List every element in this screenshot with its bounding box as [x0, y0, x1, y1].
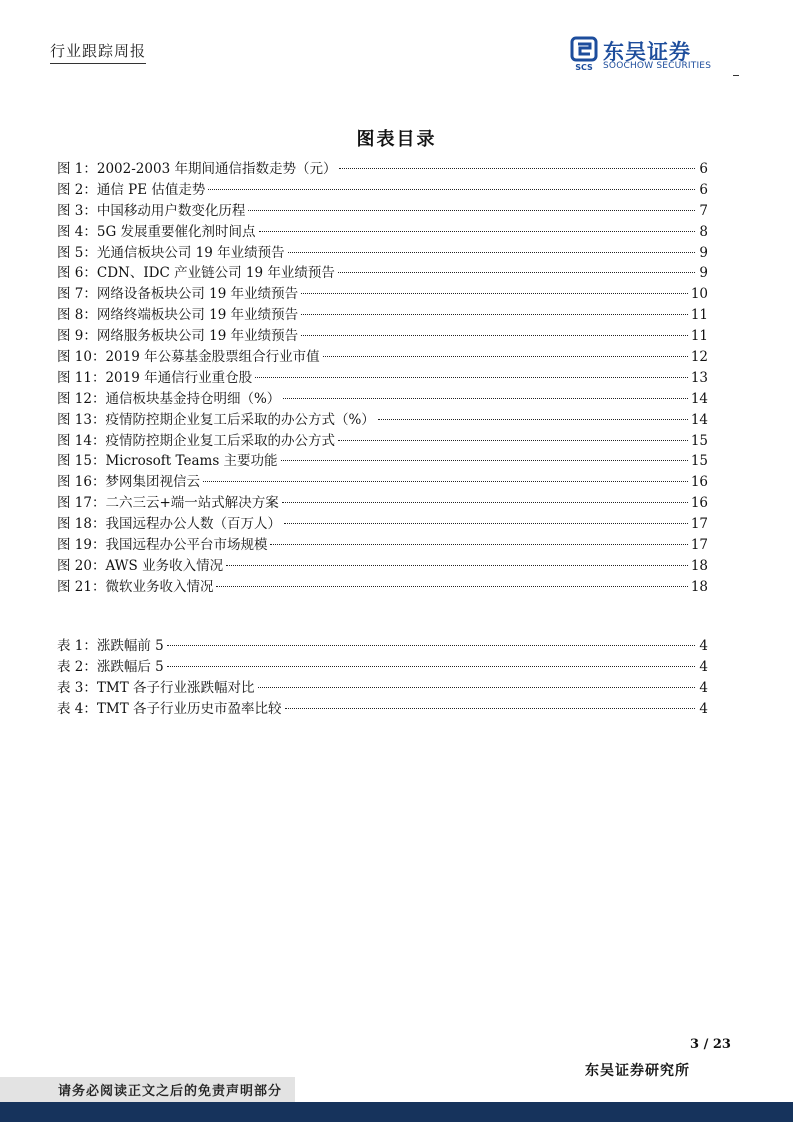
- toc-table-entry-label: 表 2：涨跌幅后 5: [57, 658, 164, 675]
- dot-leader: [248, 210, 695, 211]
- dot-leader: [282, 502, 688, 503]
- toc-figure-entry-label: 图 12：通信板块基金持仓明细（%）: [57, 390, 281, 407]
- toc-title: 图表目录: [356, 129, 437, 150]
- toc-table-entry-page: 4: [699, 679, 708, 696]
- dot-leader: [258, 687, 695, 688]
- toc-figure-entry[interactable]: [57, 410, 708, 431]
- toc-figure-entry-label: 图 11：2019 年通信行业重仓股: [57, 369, 253, 386]
- toc-figure-entry[interactable]: [57, 514, 708, 535]
- dot-leader: [339, 168, 695, 169]
- toc-figure-entry-label: 图 1：2002-2003 年期间通信指数走势（元）: [57, 161, 337, 177]
- toc-figure-entry[interactable]: [57, 263, 708, 284]
- toc-figure-entry-page: 8: [699, 223, 708, 240]
- toc-figure-entry[interactable]: [57, 180, 708, 201]
- dot-leader: [283, 398, 688, 399]
- toc-figure-entry-page: 14: [690, 411, 708, 428]
- toc-figure-entry-page: 17: [690, 537, 708, 554]
- dot-leader: [285, 708, 695, 709]
- toc-figure-entry-page: 16: [690, 495, 708, 512]
- toc-figure-entry[interactable]: [57, 577, 708, 598]
- dot-leader: [288, 252, 695, 253]
- dot-leader: [378, 419, 688, 420]
- dot-leader: [323, 356, 688, 357]
- toc-table-entry[interactable]: [57, 699, 708, 720]
- toc-figure-entry[interactable]: [57, 556, 708, 577]
- toc-figure-entry-label: 图 19：我国远程办公平台市场规模: [57, 537, 268, 554]
- dot-leader: [270, 544, 687, 545]
- toc-table-entry-page: 4: [699, 700, 708, 717]
- toc-figure-entry[interactable]: [57, 389, 708, 410]
- toc-figure-entry-label: 图 21：微软业务收入情况: [57, 578, 214, 595]
- toc-figure-entry[interactable]: [57, 222, 708, 243]
- toc-figure-entry-label: 图 17：二六三云+端一站式解决方案: [57, 495, 279, 512]
- toc-figure-entry-label: 图 14：疫情防控期企业复工后采取的办公方式: [57, 432, 335, 449]
- dot-leader: [301, 335, 688, 336]
- dot-leader: [301, 314, 688, 315]
- toc-figure-entry[interactable]: [57, 368, 708, 389]
- dot-leader: [167, 645, 695, 646]
- toc-figure-entry-page: 11: [690, 307, 708, 324]
- toc-figure-entry-page: 13: [690, 369, 708, 386]
- toc-figure-entry-page: 18: [690, 578, 708, 595]
- toc-figure-entry-label: 图 15：Microsoft Teams 主要功能: [57, 453, 278, 470]
- toc-figure-entry[interactable]: [57, 493, 708, 514]
- dot-leader: [226, 565, 688, 566]
- logo-english-name: SOOCHOW SECURITIES: [603, 61, 712, 71]
- toc-table-entry[interactable]: [57, 657, 708, 678]
- toc-figure-entry-label: 图 6：CDN、IDC 产业链公司 19 年业绩预告: [57, 265, 335, 282]
- toc-table-entry-label: 表 4：TMT 各子行业历史市盈率比较: [57, 700, 282, 717]
- toc-figure-entry[interactable]: [57, 451, 708, 472]
- toc-figure-entry-page: 7: [699, 202, 708, 219]
- dot-leader: [338, 272, 695, 273]
- toc-table-entry-label: 表 1：涨跌幅前 5: [57, 638, 164, 654]
- toc-table-entry-label: 表 3：TMT 各子行业涨跌幅对比: [57, 679, 255, 696]
- toc-figure-entry-page: 18: [690, 557, 708, 574]
- toc-figure-entry-page: 11: [690, 328, 708, 345]
- disclaimer-text: 请务必阅读正文之后的免责声明部分: [58, 1084, 283, 1099]
- toc-figure-entry-label: 图 2：通信 PE 估值走势: [57, 181, 206, 198]
- toc-figure-entry-label: 图 5：光通信板块公司 19 年业绩预告: [57, 244, 285, 261]
- dot-leader: [216, 586, 687, 587]
- dot-leader: [259, 231, 695, 232]
- toc-figure-entry-label: 图 7：网络设备板块公司 19 年业绩预告: [57, 286, 299, 303]
- table-list: [57, 636, 708, 720]
- toc-figure-entry[interactable]: [57, 326, 708, 347]
- toc-figure-entry-label: 图 16：梦网集团视信云: [57, 474, 200, 491]
- toc-figure-entry-label: 图 20：AWS 业务收入情况: [57, 557, 224, 574]
- dot-leader: [281, 460, 688, 461]
- toc-figure-entry-label: 图 8：网络终端板块公司 19 年业绩预告: [57, 307, 299, 324]
- toc-figure-entry-page: 6: [699, 181, 708, 198]
- toc-figure-entry-page: 16: [690, 474, 708, 491]
- toc-figure-entry-label: 图 3：中国移动用户数变化历程: [57, 202, 246, 219]
- toc-figure-entry[interactable]: [57, 305, 708, 326]
- disclaimer-box: [0, 1077, 295, 1102]
- toc-figure-entry-page: 17: [690, 516, 708, 533]
- footer-bar: [0, 1102, 793, 1122]
- dot-leader: [208, 189, 695, 190]
- page-number: 3 / 23: [690, 1037, 731, 1052]
- toc-figure-entry[interactable]: [57, 431, 708, 452]
- toc-figure-entry-label: 图 9：网络服务板块公司 19 年业绩预告: [57, 328, 299, 345]
- toc-table-entry-page: 4: [699, 658, 708, 675]
- dot-leader: [167, 666, 695, 667]
- toc-figure-entry-page: 6: [699, 161, 708, 177]
- toc-figure-entry[interactable]: [57, 159, 708, 180]
- toc-figure-entry[interactable]: [57, 201, 708, 222]
- toc-figure-entry[interactable]: [57, 347, 708, 368]
- toc-figure-entry-label: 图 18：我国远程办公人数（百万人）: [57, 516, 281, 533]
- figure-list: [57, 159, 708, 598]
- toc-figure-entry-label: 图 10：2019 年公募基金股票组合行业市值: [57, 349, 320, 366]
- toc-figure-entry[interactable]: [57, 535, 708, 556]
- toc-figure-entry-label: 图 13：疫情防控期企业复工后采取的办公方式（%）: [57, 411, 375, 428]
- dot-leader: [301, 293, 688, 294]
- header-divider: [733, 75, 739, 76]
- logo-chinese-name: 东吴证券: [603, 40, 691, 64]
- dot-leader: [284, 523, 688, 524]
- toc-table-entry[interactable]: [57, 636, 708, 657]
- dot-leader: [255, 377, 688, 378]
- toc-figure-entry-page: 12: [690, 349, 708, 366]
- toc-table-entry[interactable]: [57, 678, 708, 699]
- toc-figure-entry[interactable]: [57, 243, 708, 264]
- dot-leader: [203, 481, 688, 482]
- company-logo: [570, 36, 735, 76]
- toc-figure-entry-page: 10: [690, 286, 708, 303]
- toc-figure-entry[interactable]: [57, 472, 708, 493]
- footer-company-name: 东吴证券研究所: [585, 1063, 690, 1079]
- toc-figure-entry-page: 14: [690, 390, 708, 407]
- report-type-label: 行业跟踪周报: [50, 40, 146, 64]
- toc-figure-entry-page: 9: [699, 244, 708, 261]
- soochow-logo-icon: [570, 36, 600, 72]
- logo-mark-text: SCS: [575, 63, 593, 72]
- toc-figure-entry-label: 图 4：5G 发展重要催化剂时间点: [57, 223, 256, 240]
- toc-figure-entry-page: 15: [690, 453, 708, 470]
- toc-figure-entry[interactable]: [57, 284, 708, 305]
- toc-figure-entry-page: 15: [690, 432, 708, 449]
- toc-table-entry-page: 4: [699, 638, 708, 654]
- dot-leader: [338, 440, 688, 441]
- toc-figure-entry-page: 9: [699, 265, 708, 282]
